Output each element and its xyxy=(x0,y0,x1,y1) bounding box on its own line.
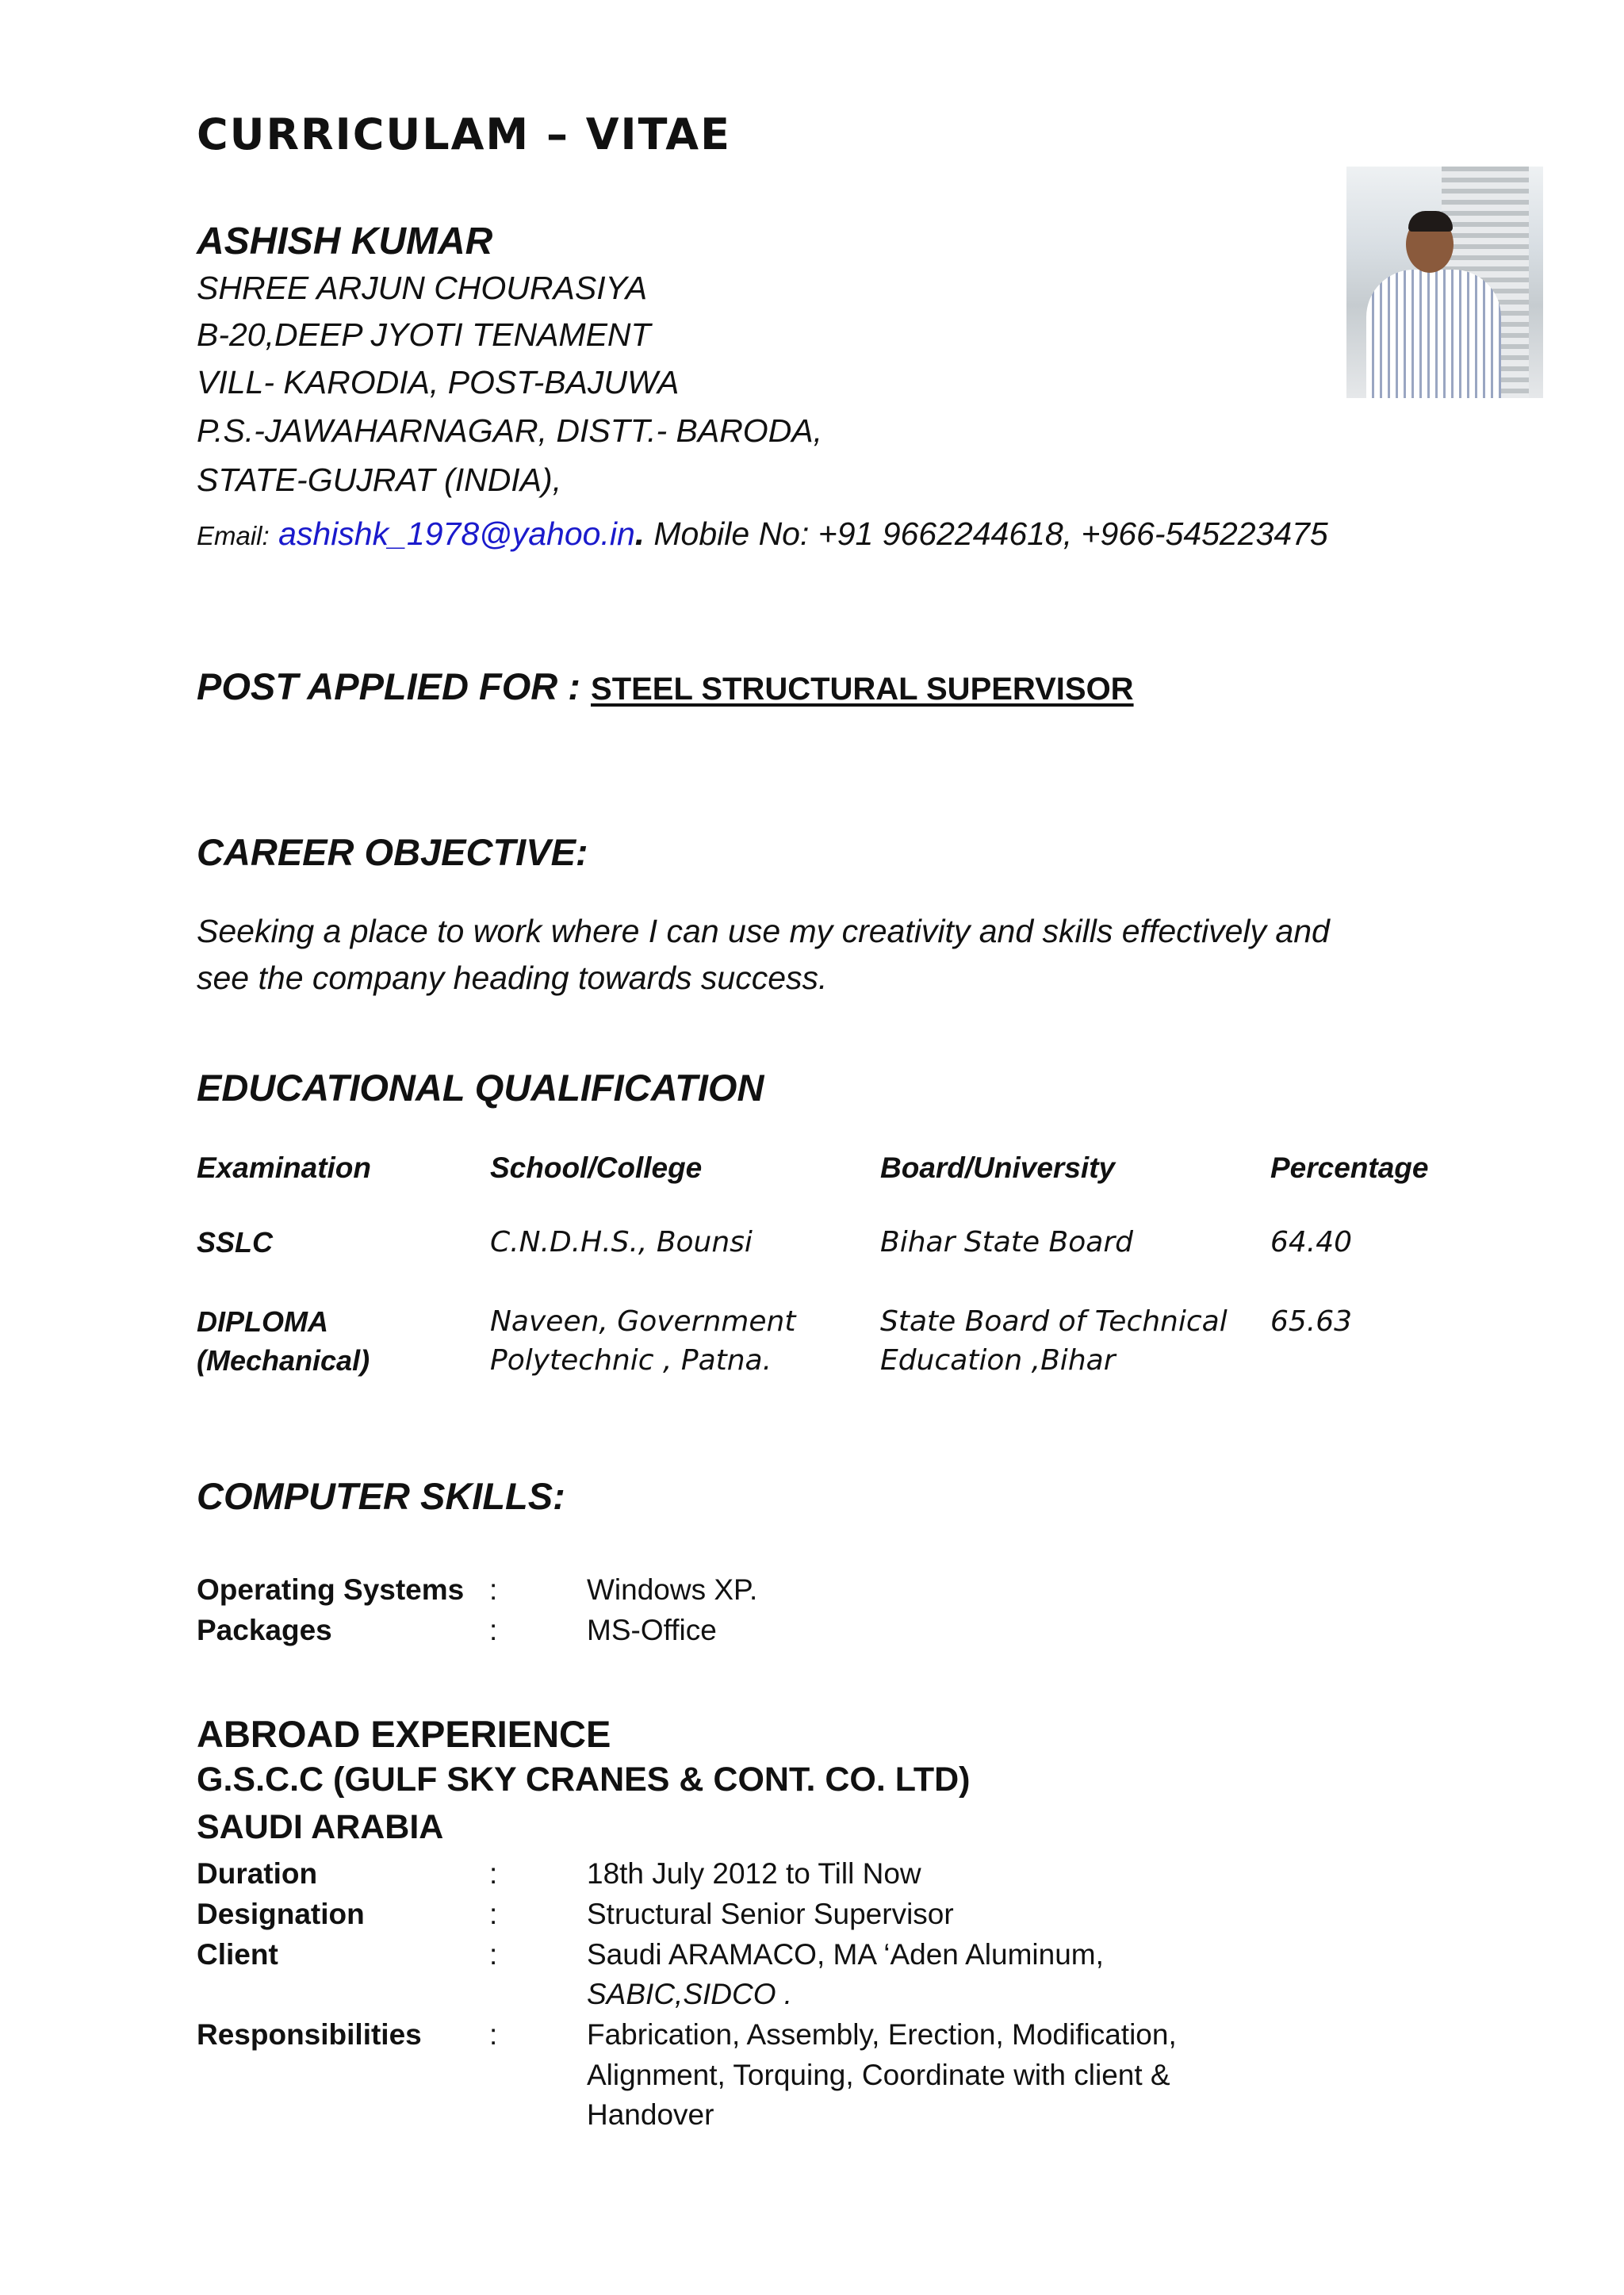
email-dot: . xyxy=(634,514,645,553)
address-line-5: STATE-GUJRAT (INDIA), xyxy=(197,462,562,498)
skill-packages-label: Packages xyxy=(197,1614,332,1646)
education-row-1-board: Bihar State Board xyxy=(880,1226,1133,1259)
abroad-responsibilities-line-1: Fabrication, Assembly, Erection, Modification, xyxy=(587,2018,1177,2051)
abroad-client-value-line-1: Saudi ARAMACO, MA ‘Aden Aluminum, xyxy=(587,1938,1104,1971)
career-objective-line-1: Seeking a place to work where I can use my creativity and skills effectively and xyxy=(197,913,1330,949)
abroad-duration-sep: : xyxy=(489,1857,498,1890)
abroad-responsibilities-label: Responsibilities xyxy=(197,2018,422,2051)
education-row-1-exam: SSLC xyxy=(197,1226,274,1259)
photo-shirt xyxy=(1366,270,1501,398)
education-col-percentage: Percentage xyxy=(1270,1151,1429,1184)
address-line-2: B-20,DEEP JYOTI TENAMENT xyxy=(197,316,651,353)
post-applied-label: POST APPLIED FOR : xyxy=(197,665,580,707)
document-title: CURRICULAM – VITAE xyxy=(197,109,731,159)
address-line-4: P.S.-JAWAHARNAGAR, DISTT.- BARODA, xyxy=(197,412,823,449)
education-heading: EDUCATIONAL QUALIFICATION xyxy=(197,1067,764,1109)
education-row-1-percentage: 64.40 xyxy=(1270,1226,1353,1259)
skill-packages-value: MS-Office xyxy=(587,1614,717,1646)
computer-skills-heading: COMPUTER SKILLS: xyxy=(197,1475,565,1517)
skill-os-label: Operating Systems xyxy=(197,1573,465,1606)
abroad-designation-sep: : xyxy=(489,1898,498,1930)
photo-hair xyxy=(1408,211,1453,232)
education-row-2-percentage: 65.63 xyxy=(1270,1305,1353,1338)
skill-os-sep: : xyxy=(489,1573,498,1606)
email-link[interactable]: ashishk_1978@yahoo.in xyxy=(278,515,635,552)
abroad-duration-value: 18th July 2012 to Till Now xyxy=(587,1857,921,1890)
email-label: Email: xyxy=(197,521,270,550)
education-row-1-school: C.N.D.H.S., Bounsi xyxy=(490,1226,753,1259)
education-row-2-board-line-1: State Board of Technical xyxy=(880,1305,1228,1338)
post-applied xyxy=(197,665,1134,708)
abroad-client-label: Client xyxy=(197,1938,278,1971)
career-objective-line-2: see the company heading towards success. xyxy=(197,960,828,996)
contact-line xyxy=(197,514,1328,554)
abroad-country: SAUDI ARABIA xyxy=(197,1808,444,1846)
education-col-board: Board/University xyxy=(880,1151,1116,1184)
abroad-experience-heading: ABROAD EXPERIENCE xyxy=(197,1713,611,1755)
abroad-responsibilities-line-3: Handover xyxy=(587,2098,714,2131)
address-line-3: VILL- KARODIA, POST-BAJUWA xyxy=(197,364,680,400)
abroad-designation-value: Structural Senior Supervisor xyxy=(587,1898,954,1930)
abroad-designation-label: Designation xyxy=(197,1898,365,1930)
abroad-duration-label: Duration xyxy=(197,1857,318,1890)
education-row-2-board-line-2: Education ,Bihar xyxy=(880,1344,1116,1377)
education-row-2-exam-line-2: (Mechanical) xyxy=(197,1344,370,1377)
profile-photo xyxy=(1346,167,1543,398)
mobile-numbers: Mobile No: +91 9662244618, +966-545223475 xyxy=(653,515,1328,552)
abroad-company: G.S.C.C (GULF SKY CRANES & CONT. CO. LTD) xyxy=(197,1761,971,1799)
career-objective-heading: CAREER OBJECTIVE: xyxy=(197,831,588,873)
education-col-school: School/College xyxy=(490,1151,703,1184)
abroad-client-sep: : xyxy=(489,1938,498,1971)
education-row-2-school-line-2: Polytechnic , Patna. xyxy=(490,1344,772,1377)
address-line-1: SHREE ARJUN CHOURASIYA xyxy=(197,270,648,306)
abroad-responsibilities-sep: : xyxy=(489,2018,498,2051)
education-row-2-exam-line-1: DIPLOMA xyxy=(197,1305,328,1338)
education-col-examination: Examination xyxy=(197,1151,371,1184)
skill-packages-sep: : xyxy=(489,1614,498,1646)
abroad-client-value-line-2: SABIC,SIDCO . xyxy=(587,1978,793,2010)
education-row-2-school-line-1: Naveen, Government xyxy=(490,1305,796,1338)
skill-os-value: Windows XP. xyxy=(587,1573,758,1606)
abroad-responsibilities-line-2: Alignment, Torquing, Coordinate with client & xyxy=(587,2059,1170,2091)
candidate-name: ASHISH KUMAR xyxy=(197,220,493,262)
post-applied-value: STEEL STRUCTURAL SUPERVISOR xyxy=(591,672,1134,707)
